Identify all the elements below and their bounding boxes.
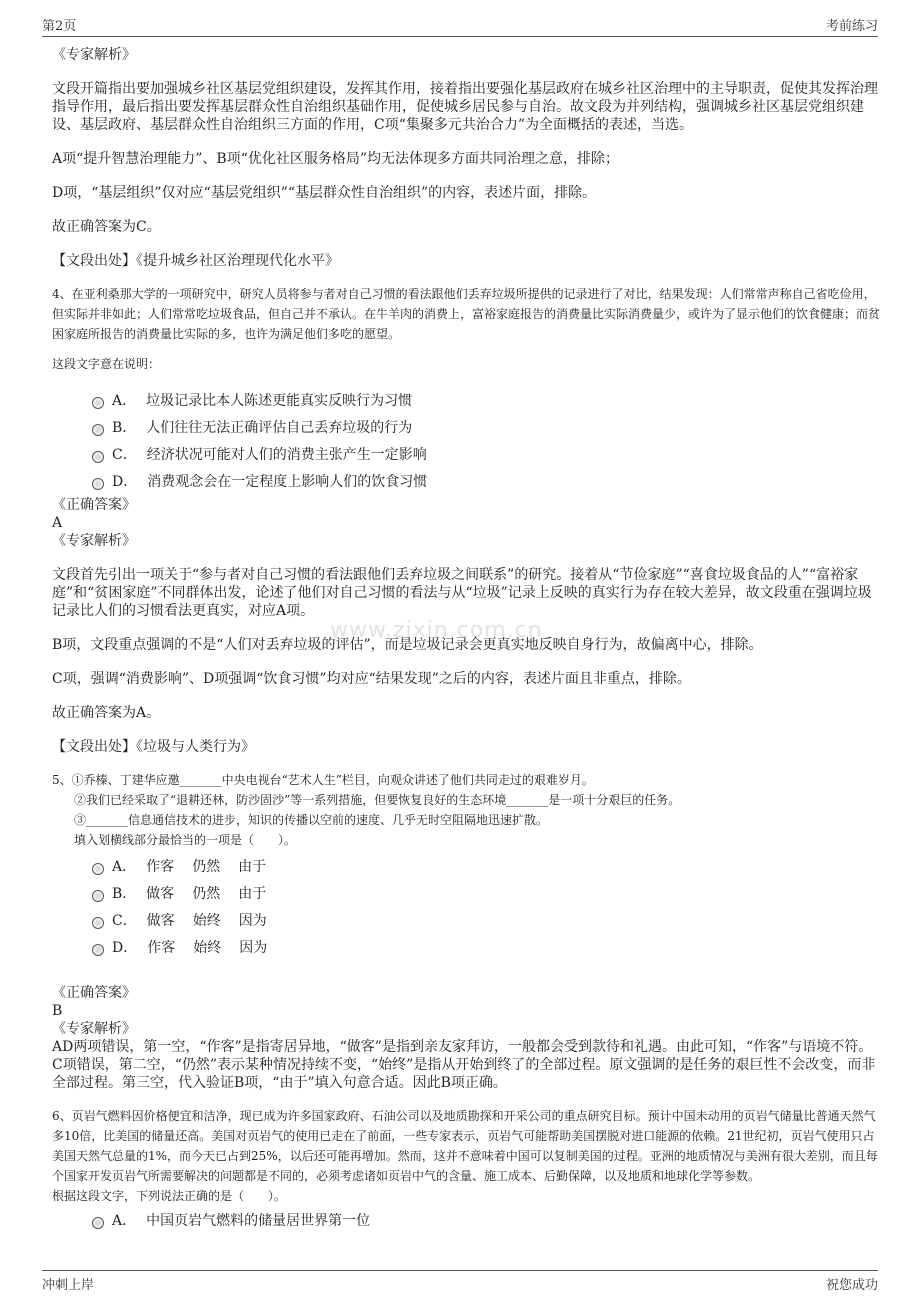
option-b[interactable]: B． 人们往往无法正确评估自己丢弃垃圾的行为: [52, 413, 880, 440]
source-note: 【文段出处】《垃圾与人类行为》: [52, 739, 255, 755]
page-footer: [42, 1270, 878, 1295]
analysis-label: 《专家解析》: [52, 533, 136, 549]
radio-icon[interactable]: [92, 397, 104, 409]
question-stem: 4、在亚利桑那大学的一项研究中，研究人员将参与者对自己习惯的看法跟他们丢弃垃圾所提供的记录进行了对比，结果发现：人们常常声称自己省吃俭用，但实际并非如此；人们常常吃垃圾食品，但自己并不承认。在牛羊肉的消费上，富裕家庭报告的消费量比实际消费量少，或许为了显示他们的饮食健康；而贫困家庭所报告的消费量比实际的多，也许为满足他们多吃的愿望。: [52, 287, 881, 341]
option-c[interactable]: C． 经济状况可能对人们的消费主张产生一定影响: [52, 440, 880, 467]
answer-value: A: [52, 515, 63, 531]
option-list: [52, 1206, 880, 1233]
radio-icon[interactable]: [92, 1217, 104, 1229]
radio-icon[interactable]: [92, 917, 104, 929]
analysis-paragraph: A项“提升智慧治理能力”、B项“优化社区服务格局”均无法体现多方面共同治理之意，排除；: [52, 151, 620, 167]
header-title: 考前练习: [825, 19, 878, 34]
page-header: [42, 8, 878, 37]
option-b[interactable]: B． 做客 仍然 由于: [52, 879, 880, 906]
analysis-paragraph: D项，“基层组织”仅对应“基层党组织”“基层群众性自治组织”的内容，表述片面，排除。: [52, 185, 597, 201]
analysis-paragraph: B项，文段重点强调的不是“人们对丢弃垃圾的评估”，而是垃圾记录会更真实地反映自身行为，故偏离中心，排除。: [52, 637, 763, 653]
question-stem: ③_______信息通信技术的进步，知识的传播以空前的速度、几乎无时空阻隔地迅速扩散。: [74, 813, 549, 827]
radio-icon[interactable]: [92, 890, 104, 902]
page-number: 第2页: [42, 19, 77, 34]
question-stem: 6、页岩气燃料因价格便宜和洁净，现已成为许多国家政府、石油公司以及地质勘探和开采公司的重点研究目标。预计中国未动用的页岩气储量比普通天然气多10倍，比美国的储量还高。美国对页岩气的使用已走在了前面，一些专家表示，页岩气可能帮助美国摆脱对进口能源的依赖。21世纪初，页岩气使用只占美国天然气总量的1%，而今天已占到25%，以后还可能再增加。然而，这并不意味着中国可以复制美国的过程。亚洲的地质情况与美洲有很大差别，而且每个国家开发页岩气所需要解决的问题都是不同的，必须考虑诸如页岩中气的含量、施工成本、后勤保障，以及地质和地球化学等参数。: [52, 1109, 878, 1183]
option-d[interactable]: D． 作客 始终 因为: [52, 933, 880, 960]
answer-label: 《正确答案》: [52, 497, 136, 513]
question-stem: 5、①乔榛、丁建华应邀_______中央电视台“艺术人生”栏目，向观众讲述了他们共同走过的艰难岁月。: [52, 773, 594, 787]
option-list: [52, 386, 880, 494]
watermark: www.zixin.com.cn: [330, 618, 543, 643]
radio-icon[interactable]: [92, 863, 104, 875]
question-prompt: 这段文字意在说明：: [52, 357, 161, 371]
analysis-label: 《专家解析》: [52, 1021, 136, 1037]
option-a[interactable]: A． 垃圾记录比本人陈述更能真实反映行为习惯: [52, 386, 880, 413]
analysis-conclusion: 故正确答案为C。: [52, 219, 161, 235]
answer-label: 《正确答案》: [52, 985, 136, 1001]
analysis-paragraph: 文段首先引出一项关于“参与者对自己习惯的看法跟他们丢弃垃圾之间联系”的研究。接着从“节俭家庭”“喜食垃圾食品的人”“富裕家庭”和“贫困家庭”不同群体出发，论述了他们对自己习惯的看法与从“垃圾”记录上反映的真实行为存在较大差异，故文段重在强调垃圾记录比人们的习惯看法更真实，对应A项。: [52, 567, 872, 619]
answer-value: B: [52, 1003, 63, 1019]
footer-left: 冲刺上岸: [42, 1277, 95, 1293]
radio-icon[interactable]: [92, 451, 104, 463]
radio-icon[interactable]: [92, 478, 104, 490]
option-list: [52, 852, 880, 960]
footer-right: 祝您成功: [825, 1277, 878, 1293]
analysis-paragraph: 文段开篇指出要加强城乡社区基层党组织建设，发挥其作用，接着指出要强化基层政府在城乡社区治理中的主导职责，促使其发挥治理指导作用，最后指出要发挥基层群众性自治组织基础作用，促使城乡居民参与自治。故文段为并列结构，强调城乡社区基层党组织建设、基层政府、基层群众性自治组织三方面的作用，C项“集聚多元共治合力”为全面概括的表述，当选。: [52, 81, 878, 133]
document-body: [52, 40, 880, 1233]
option-a[interactable]: A． 作客 仍然 由于: [52, 852, 880, 879]
option-c[interactable]: C． 做客 始终 因为: [52, 906, 880, 933]
analysis-paragraph: AD两项错误，第一空，“作客”是指寄居异地，“做客”是指到亲友家拜访，一般都会受到款待和礼遇。由此可知，“作客”与语境不符。C项错误，第二空，“仍然”表示某种情况持续不变，“始终”是指从开始到终了的全部过程。原文强调的是任务的艰巨性不会改变，而非全部过程。第三空，代入验证B项，“由于”填入句意合适。因此B项正确。: [52, 1039, 876, 1091]
analysis-conclusion: 故正确答案为A。: [52, 705, 161, 721]
source-note: 【文段出处】《提升城乡社区治理现代化水平》: [52, 253, 339, 269]
question-stem: ②我们已经采取了“退耕还林，防沙固沙”等一系列措施，但要恢复良好的生态环境_______是一项十分艰巨的任务。: [74, 793, 681, 807]
option-a[interactable]: A． 中国页岩气燃料的储量居世界第一位: [52, 1206, 880, 1233]
radio-icon[interactable]: [92, 944, 104, 956]
analysis-paragraph: C项，强调“消费影响”、D项强调“饮食习惯”均对应“结果发现”之后的内容，表述片面且非重点，排除。: [52, 671, 691, 687]
analysis-label: 《专家解析》: [52, 47, 136, 63]
option-d[interactable]: D． 消费观念会在一定程度上影响人们的饮食习惯: [52, 467, 880, 494]
question-prompt: 填入划横线部分最恰当的一项是（ ）。: [74, 833, 297, 847]
radio-icon[interactable]: [92, 424, 104, 436]
question-prompt: 根据这段文字，下列说法正确的是（ ）。: [52, 1189, 287, 1203]
